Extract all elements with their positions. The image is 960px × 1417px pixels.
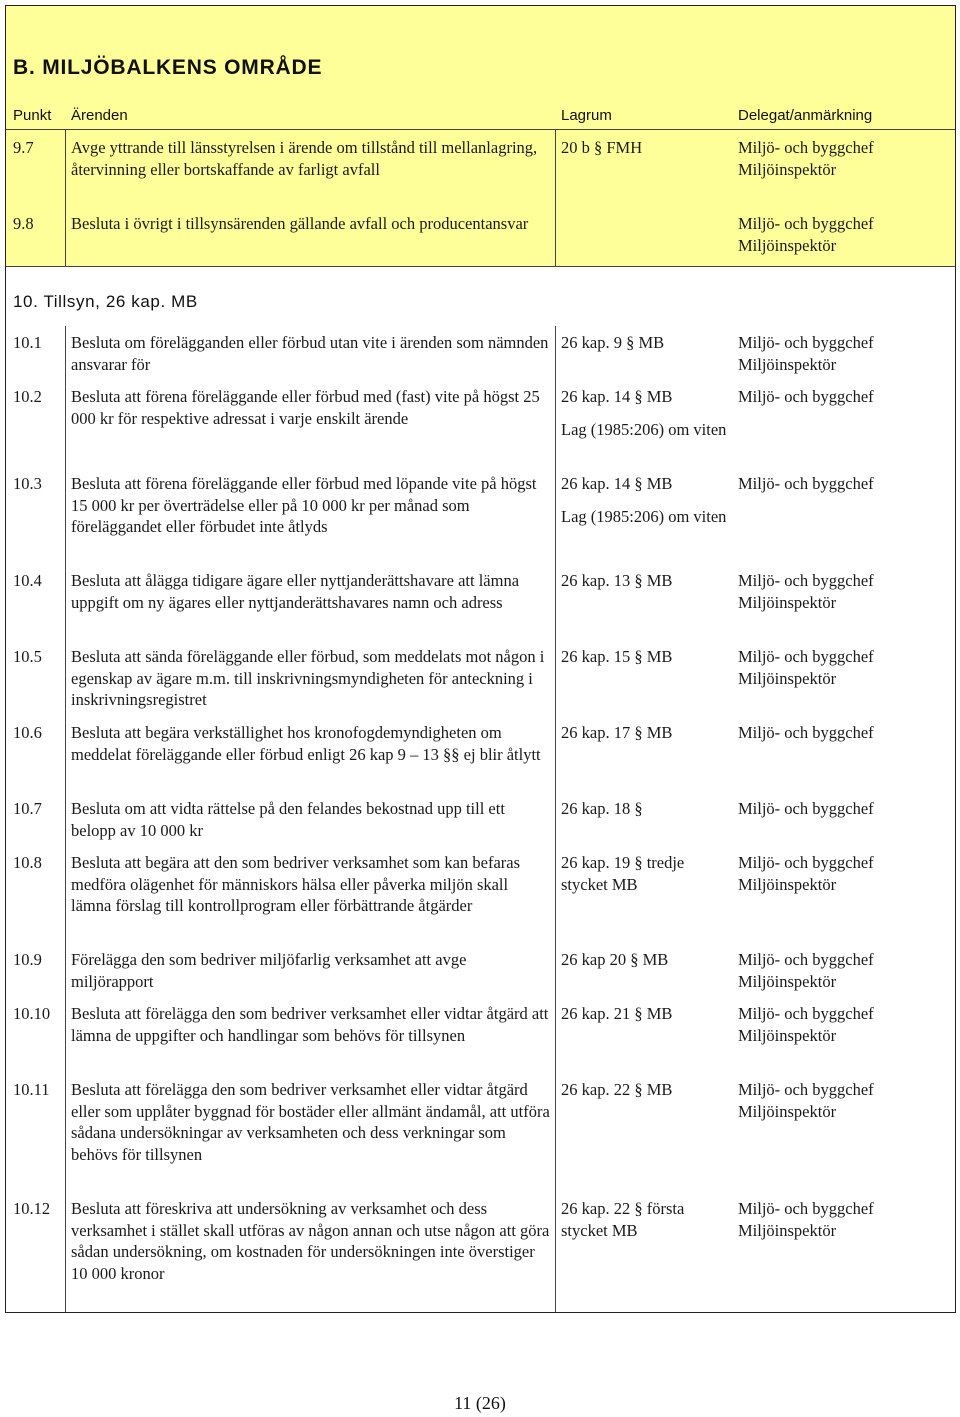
- delegat-line: Miljöinspektör: [738, 1101, 837, 1121]
- delegat-line: Miljö- och byggchef: [738, 1080, 874, 1099]
- row-text: Besluta att förena föreläggande eller förbud med (fast) vite på högst 25 000 kr för respektive adressat i varje enskilt ärende: [71, 387, 540, 428]
- delegat-line: Miljö- och byggchef: [738, 1199, 874, 1218]
- page-number: 11 (26): [454, 1393, 506, 1413]
- lagrum-line: 26 kap. 21 § MB: [561, 1004, 673, 1023]
- delegat-line: Miljöinspektör: [738, 235, 837, 255]
- lagrum-line: 26 kap. 14 § MB: [561, 387, 673, 406]
- delegat-line: Miljö- och byggchef: [738, 950, 874, 969]
- row-delegat: [738, 386, 953, 408]
- lagrum-line: 26 kap. 15 § MB: [561, 647, 673, 666]
- delegat-line: Miljö- och byggchef: [738, 853, 874, 872]
- row-text: Besluta att föreskriva att undersökning av verksamhet och dess verksamhet i stället skall utföras av någon annan och utse någon att göra sådan undersökning, om kostnaden för undersökningen inte överstiger 10 000 kronor: [71, 1199, 550, 1283]
- row-number: 10.2: [13, 387, 42, 406]
- row-lagrum: [561, 798, 731, 820]
- lagrum-line: 26 kap. 18 §: [561, 799, 643, 818]
- row-delegat: [738, 1003, 953, 1046]
- lagrum-line: 26 kap. 9 § MB: [561, 333, 665, 352]
- row-delegat: [738, 722, 953, 744]
- delegat-line: Miljöinspektör: [738, 159, 837, 179]
- header-arenden: Ärenden: [71, 107, 128, 124]
- row-number: 10.9: [13, 950, 42, 969]
- delegat-line: Miljöinspektör: [738, 1220, 837, 1240]
- row-number: 10.1: [13, 333, 42, 352]
- delegat-line: Miljöinspektör: [738, 668, 837, 688]
- row-delegat: [738, 213, 953, 256]
- row-lagrum: [561, 646, 731, 668]
- row-delegat: [738, 137, 953, 180]
- lagrum-line: 20 b § FMH: [561, 138, 643, 157]
- row-text: Besluta om förelägganden eller förbud utan vite i ärenden som nämnden ansvarar för: [71, 333, 549, 374]
- column-divider: [555, 129, 556, 266]
- lagrum-line: 26 kap. 19 § tredje stycket MB: [561, 853, 685, 894]
- delegat-line: Miljöinspektör: [738, 592, 837, 612]
- row-delegat: [738, 949, 953, 992]
- row-text: Besluta att förena föreläggande eller förbud med löpande vite på högst 15 000 kr per överträdelse eller på 10 000 kr per månad som föreläggandet eller förbudet inte åtlyds: [71, 474, 537, 536]
- row-text: Besluta att förelägga den som bedriver verksamhet eller vidtar åtgärd eller som upplåter byggnad för bostäder eller allmänt ändamål, att utföra sådana undersökningar av verksamheten och dess verkningar som behövs för tillsynen: [71, 1080, 550, 1164]
- row-lagrum: [561, 386, 731, 440]
- row-delegat: [738, 570, 953, 613]
- lagrum-line: Lag (1985:206) om viten: [561, 506, 727, 526]
- row-text: Besluta att begära att den som bedriver verksamhet som kan befaras medföra olägenhet för människors hälsa eller påverka miljön skall lämna förslag till kontrollprogram eller förbättrande åtgärder: [71, 853, 521, 915]
- row-delegat: [738, 1079, 953, 1122]
- row-delegat: [738, 473, 953, 495]
- row-text: Avge yttrande till länsstyrelsen i ärende om tillstånd till mellanlagring, återvinning eller bortskaffande av farligt avfall: [71, 138, 538, 179]
- document-page: [5, 5, 956, 1313]
- delegat-line: Miljöinspektör: [738, 971, 837, 991]
- row-lagrum: [561, 473, 731, 527]
- row-text: Besluta att begära verkställighet hos kronofogdemyndigheten om meddelat föreläggande eller förbud enligt 26 kap 9 – 13 §§ ej blir åtlytt: [71, 723, 541, 764]
- delegat-line: Miljö- och byggchef: [738, 214, 874, 233]
- row-text: Besluta att ålägga tidigare ägare eller nyttjanderättshavare att lämna uppgift om ny ägares eller nyttjanderättshavares namn och adress: [71, 571, 520, 612]
- row-number: 10.4: [13, 571, 42, 590]
- lagrum-line: Lag (1985:206) om viten: [561, 419, 727, 439]
- row-lagrum: [561, 1079, 731, 1101]
- lagrum-line: 26 kap. 17 § MB: [561, 723, 673, 742]
- row-number: 10.8: [13, 853, 42, 872]
- section-heading: 10. Tillsyn, 26 kap. MB: [13, 292, 198, 311]
- delegat-line: Miljöinspektör: [738, 354, 837, 374]
- row-number: 10.11: [13, 1080, 50, 1099]
- row-lagrum: [561, 852, 721, 895]
- row-lagrum: [561, 137, 731, 159]
- row-delegat: [738, 646, 953, 689]
- section-divider: [6, 266, 955, 267]
- row-lagrum: [561, 949, 731, 971]
- row-text: Förelägga den som bedriver miljöfarlig verksamhet att avge miljörapport: [71, 950, 467, 991]
- header-divider: [6, 129, 955, 130]
- header-punkt: Punkt: [13, 107, 52, 124]
- lagrum-line: 26 kap. 13 § MB: [561, 571, 673, 590]
- delegat-line: Miljö- och byggchef: [738, 571, 874, 590]
- column-divider: [555, 326, 556, 1312]
- header-delegat: Delegat/anmärkning: [738, 107, 873, 124]
- delegat-line: Miljö- och byggchef: [738, 387, 874, 406]
- row-text: Besluta att förelägga den som bedriver verksamhet eller vidtar åtgärd att lämna de uppgifter och handlingar som behövs för tillsynen: [71, 1004, 549, 1045]
- delegat-line: Miljö- och byggchef: [738, 138, 874, 157]
- column-divider: [65, 326, 66, 1312]
- row-number: 9.8: [13, 214, 34, 233]
- row-lagrum: [561, 1198, 721, 1241]
- lagrum-line: 26 kap. 22 § första stycket MB: [561, 1199, 685, 1240]
- row-number: 10.10: [13, 1004, 51, 1023]
- delegat-line: Miljö- och byggchef: [738, 474, 874, 493]
- row-delegat: [738, 332, 953, 375]
- row-text: Besluta om att vidta rättelse på den felandes bekostnad upp till ett belopp av 10 000 kr: [71, 799, 505, 840]
- row-number: 10.6: [13, 723, 42, 742]
- page-title: B. MILJÖBALKENS OMRÅDE: [13, 56, 323, 79]
- row-lagrum: [561, 1003, 731, 1025]
- delegat-line: Miljö- och byggchef: [738, 647, 874, 666]
- delegat-line: Miljö- och byggchef: [738, 799, 874, 818]
- row-number: 10.5: [13, 647, 42, 666]
- row-lagrum: [561, 570, 731, 592]
- row-number: 10.3: [13, 474, 42, 493]
- row-text: Besluta att sända föreläggande eller förbud, som meddelats mot någon i egenskap av ägare m.m. till inskrivningsmyndigheten för anteckning i inskrivningsregistret: [71, 647, 545, 709]
- row-lagrum: [561, 722, 731, 744]
- row-text: Besluta i övrigt i tillsynsärenden gällande avfall och producentansvar: [71, 214, 529, 233]
- lagrum-line: 26 kap. 22 § MB: [561, 1080, 673, 1099]
- row-delegat: [738, 798, 953, 820]
- row-delegat: [738, 1198, 953, 1241]
- row-number: 9.7: [13, 138, 34, 157]
- delegat-line: Miljö- och byggchef: [738, 1004, 874, 1023]
- row-lagrum: [561, 332, 731, 354]
- column-divider: [65, 129, 66, 266]
- delegat-line: Miljöinspektör: [738, 1025, 837, 1045]
- row-number: 10.12: [13, 1199, 51, 1218]
- row-delegat: [738, 852, 953, 895]
- delegat-line: Miljö- och byggchef: [738, 723, 874, 742]
- row-number: 10.7: [13, 799, 42, 818]
- delegat-line: Miljö- och byggchef: [738, 333, 874, 352]
- header-lagrum: Lagrum: [561, 107, 612, 124]
- delegat-line: Miljöinspektör: [738, 874, 837, 894]
- lagrum-line: 26 kap. 14 § MB: [561, 474, 673, 493]
- lagrum-line: 26 kap 20 § MB: [561, 950, 669, 969]
